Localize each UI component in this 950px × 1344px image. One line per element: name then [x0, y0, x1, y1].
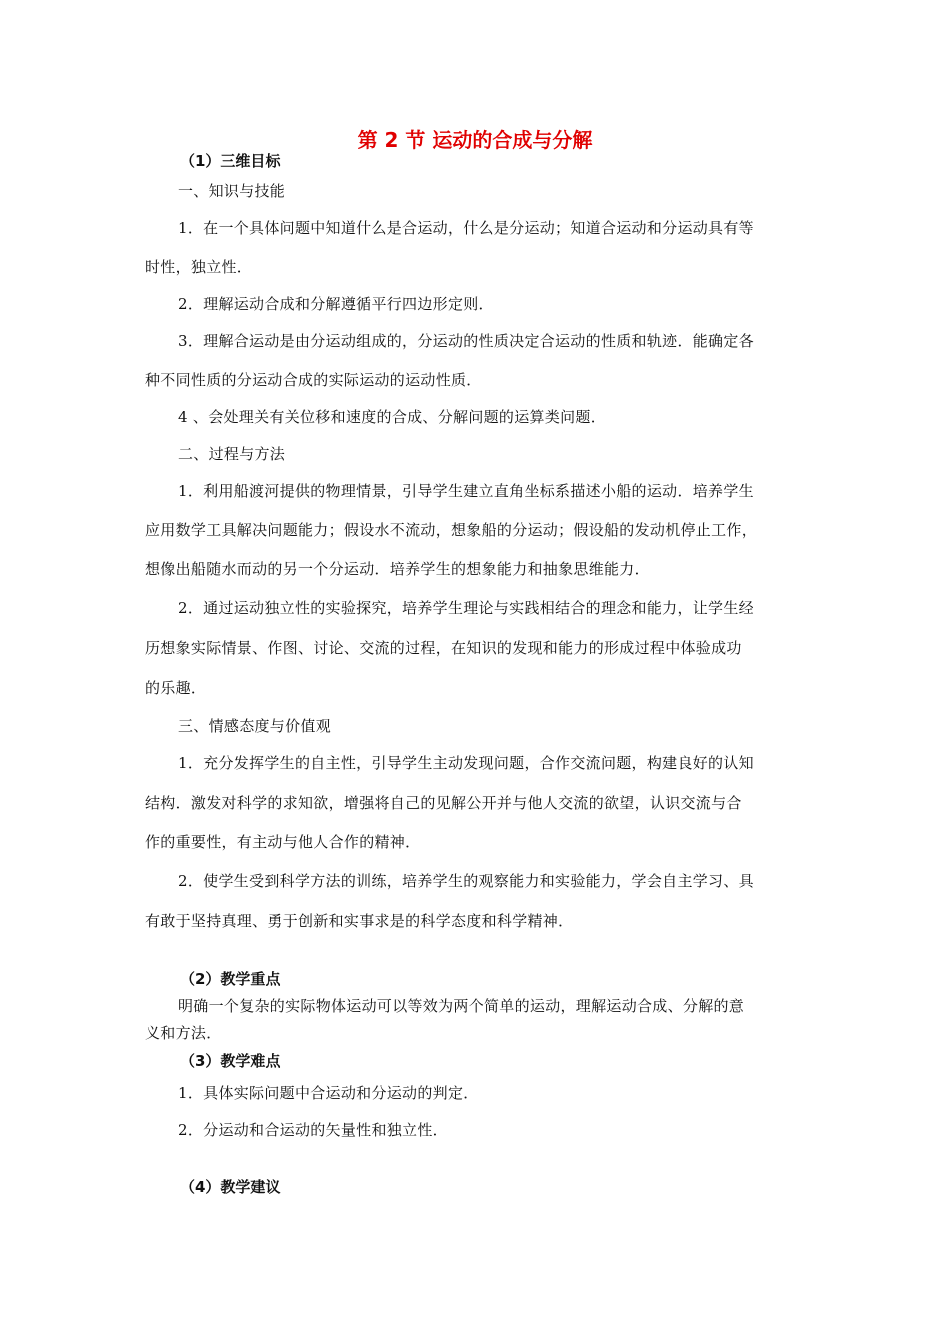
paragraph-line: 1．在一个具体问题中知道什么是合运动，什么是分运动；知道合运动和分运动具有等: [178, 219, 754, 237]
paragraph-line: 明确一个复杂的实际物体运动可以等效为两个简单的运动，理解运动合成、分解的意: [178, 997, 745, 1015]
paragraph-line: 的乐趣．: [145, 679, 207, 697]
paragraph-line: 作的重要性，有主动与他人合作的精神．: [145, 833, 421, 851]
paragraph-line: 2．分运动和合运动的矢量性和独立性．: [178, 1121, 448, 1139]
paragraph-line: 1．利用船渡河提供的物理情景，引导学生建立直角坐标系描述小船的运动．培养学生: [178, 482, 754, 500]
paragraph-line: 2．通过运动独立性的实验探究，培养学生理论与实践相结合的理念和能力，让学生经: [178, 599, 754, 617]
paragraph-line: 时性，独立性．: [145, 258, 253, 276]
subheading-knowledge: 一、知识与技能: [178, 182, 286, 200]
paragraph-line: 3．理解合运动是由分运动组成的，分运动的性质决定合运动的性质和轨迹．能确定各: [178, 332, 754, 350]
paragraph-line: 2．使学生受到科学方法的训练，培养学生的观察能力和实验能力，学会自主学习、具: [178, 872, 754, 890]
paragraph-line: 1．具体实际问题中合运动和分运动的判定．: [178, 1084, 479, 1102]
subheading-attitude: 三、情感态度与价值观: [178, 717, 332, 735]
paragraph-line: 应用数学工具解决问题能力；假设水不流动，想象船的分运动；假设船的发动机停止工作，: [145, 521, 758, 539]
paragraph-line: 1．充分发挥学生的自主性，引导学生主动发现问题，合作交流问题，构建良好的认知: [178, 754, 754, 772]
section-heading-suggestions: （4）教学建议: [180, 1178, 281, 1196]
section-heading-key-points: （2）教学重点: [180, 970, 281, 988]
paragraph-line: 种不同性质的分运动合成的实际运动的运动性质．: [145, 371, 482, 389]
paragraph-line: 历想象实际情景、作图、讨论、交流的过程，在知识的发现和能力的形成过程中体验成功: [145, 639, 742, 657]
page-title: 第 2 节 运动的合成与分解: [357, 128, 593, 152]
paragraph-line: 想像出船随水而动的另一个分运动．培养学生的想象能力和抽象思维能力．: [145, 560, 650, 578]
section-heading-objectives: （1）三维目标: [180, 152, 281, 170]
paragraph-line: 2．理解运动合成和分解遵循平行四边形定则．: [178, 295, 494, 313]
paragraph-line: 义和方法．: [145, 1024, 222, 1042]
paragraph-line: 4 、会处理关有关位移和速度的合成、分解问题的运算类问题．: [178, 408, 607, 426]
paragraph-line: 有敢于坚持真理、勇于创新和实事求是的科学态度和科学精神．: [145, 912, 574, 930]
subheading-process: 二、过程与方法: [178, 445, 286, 463]
section-heading-difficulties: （3）教学难点: [180, 1052, 281, 1070]
paragraph-line: 结构．激发对科学的求知欲，增强将自己的见解公开并与他人交流的欲望，认识交流与合: [145, 794, 742, 812]
